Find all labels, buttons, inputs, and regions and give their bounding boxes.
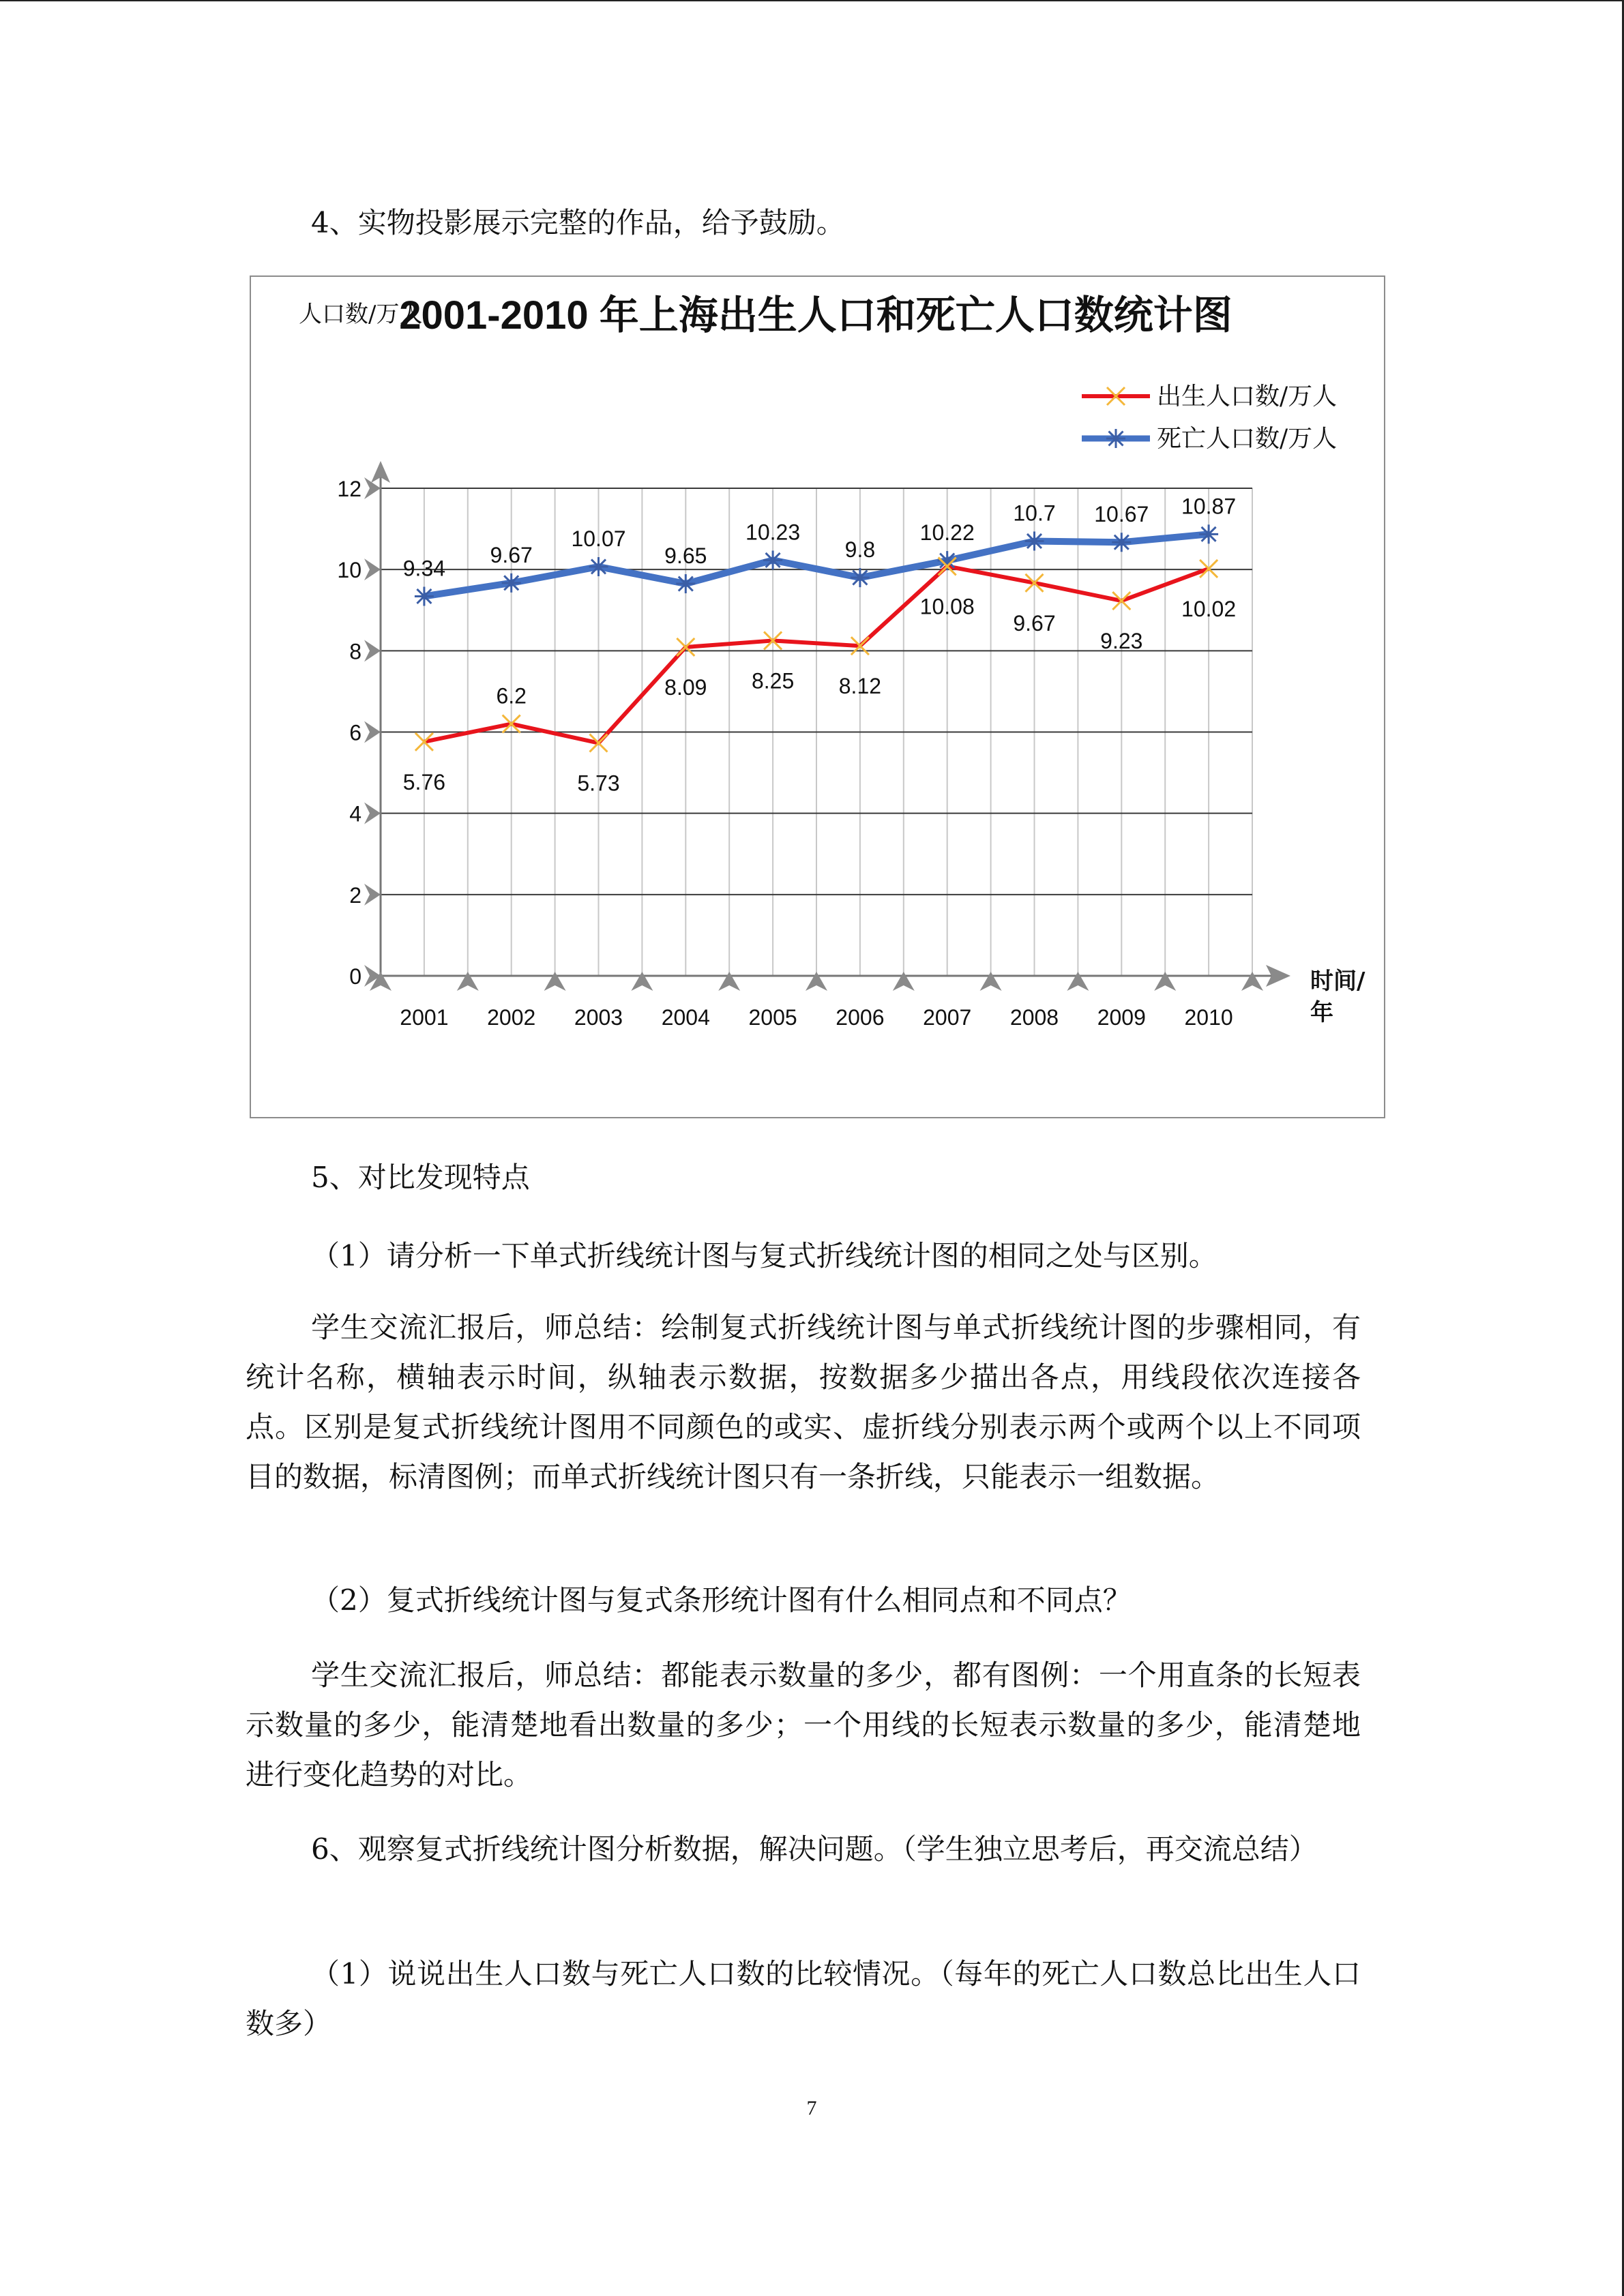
line-chart [251,277,1387,1120]
paragraph-question-5-2: （2）复式折线统计图与复式条形统计图有什么相同点和不同点？ [311,1583,1132,1617]
birth-data-label: 9.23 [1100,629,1143,654]
death-data-label: 9.65 [664,543,707,569]
x-tick-label: 2002 [487,1005,536,1030]
page-number: 7 [806,2097,817,2119]
y-tick-label: 6 [349,720,361,745]
chart-legend [1082,383,1337,453]
death-point [502,573,521,593]
x-tick-arrow [631,972,653,991]
birth-data-label: 8.09 [664,674,707,700]
death-data-label: 10.22 [919,520,975,546]
death-point [1025,531,1044,550]
plot-area [337,461,1290,1030]
paragraph-step-6: 6、观察复式折线统计图分析数据，解决问题。（学生独立思考后，再交流总结） [311,1832,1318,1866]
x-tick-label: 2010 [1184,1005,1233,1030]
y-tick-arrow [364,640,381,661]
paragraph-answer-5-2: 学生交流汇报后，师总结：都能表示数量的多少，都有图例：一个用直条的长短表示数量的多少，能清楚地看出数量的多少；一个用线的长短表示数量的多少，能清楚地进行变化趋势的对比。 [246,1658,1361,1791]
y-tick-label: 4 [349,801,361,826]
death-data-label: 10.87 [1181,494,1237,519]
death-data-label: 10.67 [1094,502,1149,527]
death-data-label: 10.7 [1013,501,1056,526]
y-tick-label: 2 [349,882,361,908]
y-tick-label: 8 [349,639,361,664]
birth-data-label: 8.25 [751,668,795,694]
x-tick-arrow [1241,972,1263,991]
x-tick-arrow [718,972,740,991]
x-tick-arrow [893,972,915,991]
death-point [415,586,434,606]
legend-death-label: 死亡人口数/万人 [1157,425,1338,453]
x-tick-label: 2009 [1097,1005,1146,1030]
x-axis-label-line1: 时间/ [1310,968,1365,995]
death-data-label: 10.07 [571,526,626,551]
paragraph-question-5-1: （1）请分析一下单式折线统计图与复式折线统计图的相同之处与区别。 [311,1239,1217,1272]
death-point [1112,533,1131,552]
death-point [763,550,782,569]
y-tick-arrow [364,803,381,824]
page-top-border [0,0,1623,1]
x-axis-label-line2: 年 [1310,999,1333,1026]
y-tick-label: 10 [337,558,361,583]
birth-data-label: 10.02 [1181,596,1237,621]
chart-title: 2001-2010 年上海出生人口和死亡人口数统计图 [399,293,1232,338]
y-tick-arrow [364,884,381,906]
birth-data-label: 5.76 [402,769,446,794]
death-data-label: 10.23 [745,520,801,545]
x-tick-arrow [457,972,479,991]
death-data-label: 9.67 [490,542,533,567]
paragraph-step-5: 5、对比发现特点 [311,1161,530,1194]
legend-death-marker [1106,429,1125,448]
death-point [851,568,870,587]
birth-data-label: 5.73 [577,771,620,796]
y-tick-arrow [364,558,381,580]
x-tick-arrow [1154,972,1176,991]
death-data-label: 9.8 [844,537,876,563]
x-tick-label: 2001 [400,1005,449,1030]
birth-data-label: 6.2 [496,683,527,709]
death-point [1199,524,1218,543]
x-tick-arrow [980,972,1002,991]
x-tick-label: 2005 [748,1005,797,1030]
x-tick-arrow [806,972,827,991]
death-point [589,557,608,576]
y-tick-arrow [364,721,381,743]
paragraph-answer-5-1: 学生交流汇报后，师总结：绘制复式折线统计图与单式折线统计图的步骤相同，有统计名称，横轴表示时间，纵轴表示数据，按数据多少描出各点，用线段依次连接各点。区别是复式折线统计图用不同颜色的或实、虚折线分别表示两个或两个以上不同项目的数据，标清图例；而单式折线统计图只有一条折线，只能表示一组数据。 [246,1311,1361,1493]
paragraph-step-4: 4、实物投影展示完整的作品，给予鼓励。 [311,206,845,239]
x-tick-arrow [544,972,566,991]
death-point [676,574,695,593]
paragraph-question-6-1: （1）说说出生人口数与死亡人口数的比较情况。（每年的死亡人口数总比出生人口数多） [246,1957,1361,2040]
y-tick-label: 12 [337,477,361,501]
birth-data-label: 10.08 [919,594,975,619]
x-tick-label: 2007 [923,1005,972,1030]
birth-data-label: 9.67 [1013,610,1056,636]
legend-birth-label: 出生人口数/万人 [1157,383,1338,411]
x-tick-arrow [1067,972,1089,991]
birth-data-label: 8.12 [838,674,882,699]
y-axis-label: 人口数/万人 [299,301,423,328]
line-chart-frame [250,275,1385,1118]
x-tick-label: 2004 [661,1005,710,1030]
death-data-label: 9.34 [402,556,446,581]
x-tick-label: 2006 [836,1005,885,1030]
x-tick-label: 2003 [574,1005,623,1030]
x-tick-label: 2008 [1009,1005,1059,1030]
y-tick-label: 0 [349,964,361,989]
